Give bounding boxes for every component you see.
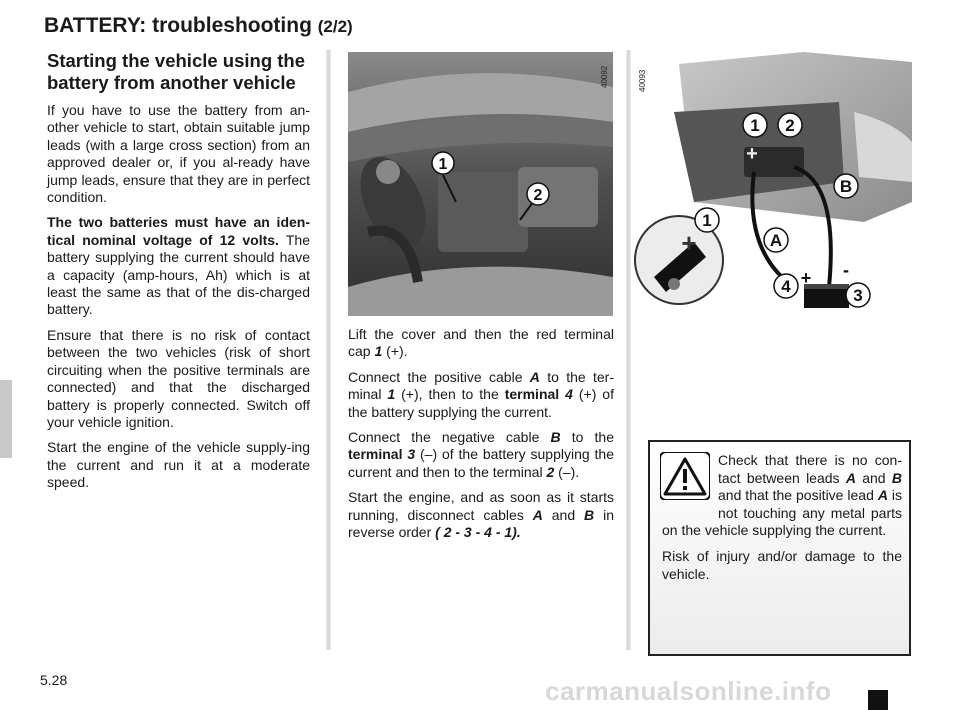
text: Check that there is no con-tact between leads — [718, 452, 902, 486]
ref-letter: A — [845, 469, 856, 486]
minus-sign: - — [843, 260, 849, 280]
figure-code: 40092 — [600, 65, 609, 88]
plus-sign: + — [746, 143, 758, 165]
text: (+) of the battery supplying the current. — [348, 386, 614, 420]
label-1: 1 — [750, 116, 760, 135]
text: (–) of the battery supplying the current and then to the terminal — [348, 446, 615, 480]
emphasis-text: The two batteries must have an iden-tical nominal voltage of 12 volts. — [47, 214, 310, 248]
ref-number: 3 — [407, 446, 416, 463]
corner-mark — [868, 690, 888, 710]
text: (–). — [554, 463, 580, 480]
ref-number: 1 — [374, 343, 383, 360]
text: in reverse order — [348, 506, 614, 541]
label-1: 1 — [438, 156, 448, 173]
section-heading: Starting the vehicle using the battery from another vehicle — [47, 50, 306, 93]
figure-code: 40093 — [638, 69, 647, 92]
label-2: 2 — [533, 187, 543, 204]
text: (+). — [382, 343, 408, 360]
engine-bay-illustration — [348, 52, 613, 316]
paragraph — [348, 429, 614, 481]
engine-bay-photo — [348, 52, 613, 316]
ref-letter: A — [877, 487, 888, 504]
label-3: 3 — [853, 286, 863, 305]
paragraph — [348, 326, 614, 361]
emphasis-text: terminal — [348, 446, 403, 463]
label-B: B — [839, 177, 853, 196]
label-2: 2 — [785, 116, 795, 135]
warning-box — [648, 440, 911, 656]
paragraph — [47, 214, 310, 318]
text: and — [855, 469, 892, 486]
ref-number: 4 — [565, 386, 573, 403]
warning-paragraph: Risk of injury and/or damage to the vehicle. — [662, 547, 902, 582]
ref-letter: A — [529, 368, 540, 385]
paragraph — [348, 489, 614, 541]
text: to the ter-minal — [348, 368, 614, 403]
ref-number: 2 — [546, 463, 555, 480]
text: and — [542, 506, 585, 523]
text: Lift the cover and then the red terminal cap — [348, 326, 614, 360]
ref-number: 1 — [387, 386, 396, 403]
label-1: 1 — [702, 211, 712, 230]
label-4: 4 — [781, 277, 791, 296]
jump-start-diagram — [634, 52, 912, 316]
jump-start-illustration — [634, 52, 912, 316]
emphasis-text: terminal — [504, 386, 560, 403]
text: Connect the negative cable — [348, 429, 551, 446]
ref-letter: A — [532, 506, 543, 523]
paragraph — [348, 369, 614, 421]
chapter-tab — [0, 380, 12, 458]
paragraph-text: The battery supplying the current should have a capacity (amp-hours, Ah) which is at least the same as that of the dis-charged battery. — [47, 231, 311, 318]
ref-letter: B — [891, 469, 903, 486]
watermark: carmanualsonline.info — [545, 676, 832, 706]
left-column — [47, 50, 310, 500]
column-separator — [326, 50, 331, 650]
warning-text — [662, 452, 902, 591]
column-separator — [626, 50, 631, 650]
paragraph: Start the engine of the vehicle supply-ing the current and run it at a moderate speed. — [47, 439, 310, 491]
text: is not touching any metal parts on the vehicle supplying the current. — [662, 487, 903, 539]
text: Start the engine, and as soon as it starts running, disconnect cables — [348, 489, 614, 523]
ref-letter: B — [584, 506, 595, 523]
page-number: 5.28 — [40, 672, 68, 688]
title-text: BATTERY: troubleshooting — [44, 14, 312, 37]
plus-sign: + — [800, 268, 812, 288]
label-A: A — [769, 231, 783, 250]
text: to the — [560, 429, 614, 446]
paragraph: Ensure that there is no risk of contact between the two vehicles (risk of short circuiting when the positive terminals are connected) and that the discharged battery is properly connected. Switch off your vehicle ignition. — [47, 326, 310, 430]
middle-column — [348, 326, 614, 549]
page-title — [44, 14, 353, 38]
text: (+), then to the — [395, 386, 505, 403]
plus-sign: + — [681, 228, 697, 258]
title-part: (2/2) — [317, 17, 353, 36]
warning-paragraph — [662, 452, 902, 540]
text: Connect the positive cable — [348, 368, 530, 385]
ref-sequence: ( 2 - 3 - 4 - 1). — [435, 524, 521, 541]
ref-letter: B — [550, 429, 561, 446]
text: and that the positive lead — [718, 487, 878, 504]
paragraph: If you have to use the battery from an-other vehicle to start, obtain suitable jump leads (with a large cross section) from an approved dealer or, if you al-ready have jump leads, ensure that they are in perfect condition. — [47, 102, 310, 206]
